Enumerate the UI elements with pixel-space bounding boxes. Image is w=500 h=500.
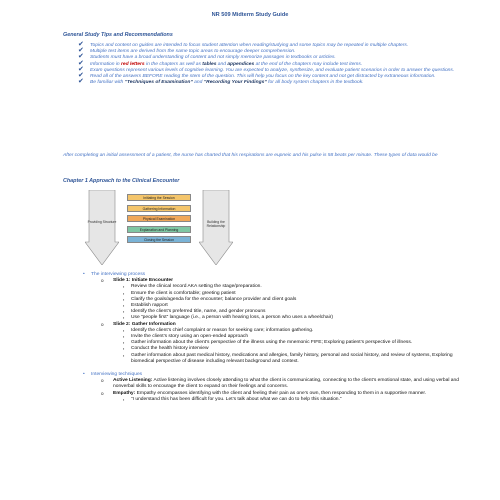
stage-box: Explanation and Planning bbox=[127, 226, 191, 233]
chapter-heading: Chapter 1 Approach to the Clinical Encounter bbox=[63, 178, 180, 184]
empathy-text: Empathy encompasses identifying with the client and feeling their pain as one’s own, then responding to them in a supportive manner. bbox=[135, 390, 427, 396]
list-item: ▪ Gather information about the client’s perspective of the illness using the mnemonic FIFE; Exploring patient’s perspective of illness. bbox=[83, 340, 463, 346]
tip-text: Exam questions represent various levels of cognitive learning. You are expected to analyze, synthesize, and evaluate patient scenarios in order to answer the questions. bbox=[90, 67, 455, 73]
list-item: ▪ Identify the client’s preferred title, name, and gender pronouns bbox=[83, 309, 463, 315]
list-item: ▪ Establish rapport bbox=[83, 303, 463, 309]
stage-box: Initiating the Session bbox=[127, 194, 191, 201]
slide2-list bbox=[83, 328, 463, 365]
tip-text: Information in bbox=[90, 61, 121, 67]
stage-box: Physical Examination bbox=[127, 215, 191, 222]
list-item: ▪ Review the clinical record AKA setting the stage/preparation. bbox=[83, 284, 463, 290]
list-item: ▪ Invite the client’s story using an open-ended approach bbox=[83, 334, 463, 340]
outline-techniques-title: • Interviewing techniques bbox=[83, 372, 463, 378]
tip-text: tables bbox=[202, 61, 217, 67]
empathy-quote: ▪ “I understand this has been difficult for you. Let’s talk about what we can do to help this situation.” bbox=[83, 397, 463, 403]
chapter-outline bbox=[83, 272, 463, 403]
checkmark-icon: ✔ bbox=[78, 65, 84, 73]
tips-heading: General Study Tips and Recommendations bbox=[63, 32, 173, 38]
tip-text: Topics and content on guides are intended to focus student attention when reading/studying and some topics may be repeated in multiple chapters. bbox=[90, 43, 409, 48]
checkmark-icon: ✔ bbox=[78, 59, 84, 67]
checkmark-icon: ✔ bbox=[78, 47, 84, 55]
checkmark-icon: ✔ bbox=[78, 41, 84, 48]
checkmark-icon: ✔ bbox=[78, 78, 84, 86]
tip-text: for all body system chapters in the textbook. bbox=[266, 80, 364, 86]
tip-text: “Recording Your Findings” bbox=[203, 80, 267, 86]
stage-box: Closing the Session bbox=[127, 236, 191, 243]
checkmark-icon: ✔ bbox=[78, 53, 84, 61]
slide1-list bbox=[83, 284, 463, 321]
tip-text: “Techniques of Examination” bbox=[124, 80, 193, 86]
tips-list bbox=[78, 43, 458, 86]
tip-text: in the chapters as well as bbox=[144, 61, 203, 67]
tip-text: at the end of the chapters may include test items. bbox=[254, 61, 363, 67]
tip-text: and bbox=[192, 80, 204, 86]
tip-text: appendices bbox=[227, 61, 255, 67]
outline-process-title: • The interviewing process bbox=[83, 272, 463, 278]
tip-text: red letters bbox=[121, 61, 145, 67]
left-arrow-label: Providing Structure bbox=[87, 220, 117, 224]
tip-text: Read all of the answers BEFORE reading the stem of the question. This will help you focus on the key content and not get distracted by extraneous information. bbox=[90, 74, 436, 80]
list-item: ▪ Clarify the goals/agenda for the encounter; balance provider and client goals bbox=[83, 297, 463, 303]
active-listening-title: Active Listening: bbox=[113, 378, 153, 384]
tip-text: Multiple test items are derived from the same topic areas to encourage deeper comprehension. bbox=[90, 49, 296, 55]
slide1-heading: o Slide 1: Initiate Encounter bbox=[101, 278, 174, 284]
slide2-title: Slide 2: Gather Information bbox=[113, 321, 176, 327]
tip-text: and bbox=[216, 61, 228, 67]
list-item: ▪ Conduct the health history interview bbox=[83, 346, 463, 352]
left-arrow-shape bbox=[85, 190, 119, 265]
empathy-title: Empathy: bbox=[113, 390, 136, 396]
active-listening-item: o Active Listening: Active listening involves closely attending to what the client is communicating, connecting to the client’s emotional state, and using verbal and nonverbal skills to encourage the client to expand on their feelings and concerns. bbox=[101, 378, 459, 390]
tip-item bbox=[78, 80, 458, 86]
list-item: ▪ Identify the client’s chief complaint or reason for seeking care; information gathering. bbox=[83, 328, 463, 334]
tip-text: Be familiar with bbox=[90, 80, 125, 86]
list-item: ▪ Gather information about past medical history, medications and allergies, family history, personal and social history, and review of systems, Exploring biomedical perspective of disease including relevant background and context. bbox=[83, 353, 463, 365]
tip-text: Students must have a broad understanding of content and not simply memorize passages in textbooks or articles. bbox=[90, 55, 336, 61]
intro-paragraph: After completing an initial assessment of a patient, the nurse has charted that his respirations are eupneic and his pulse is 58 beats per minute. These types of data would be bbox=[63, 153, 438, 158]
active-listening-text: Active listening involves closely attending to what the client is communicating, connecting to the client’s emotional state, and using verbal and nonverbal skills to encourage the client to expand on their feelings and concerns. bbox=[113, 378, 459, 390]
calgary-cambridge-diagram bbox=[85, 190, 275, 265]
slide1-title: Slide 1: Initiate Encounter bbox=[113, 278, 174, 284]
empathy-item: o Empathy: Empathy encompasses identifying with the client and feeling their pain as one’s own, then responding to them in a supportive manner. bbox=[101, 390, 427, 396]
right-arrow-label: Building the Relationship bbox=[206, 220, 226, 228]
stage-box: Gathering Information bbox=[127, 205, 191, 212]
list-item: ▪ Use “people first” language (i.e., a person with hearing loss, a person who uses a wheelchair) bbox=[83, 315, 463, 321]
list-item: ▪ Ensure the client is comfortable; greeting patient bbox=[83, 291, 463, 297]
slide2-heading: o Slide 2: Gather Information bbox=[101, 321, 176, 327]
document-title: NR 509 Midterm Study Guide bbox=[211, 12, 289, 18]
checkmark-icon: ✔ bbox=[78, 72, 84, 80]
